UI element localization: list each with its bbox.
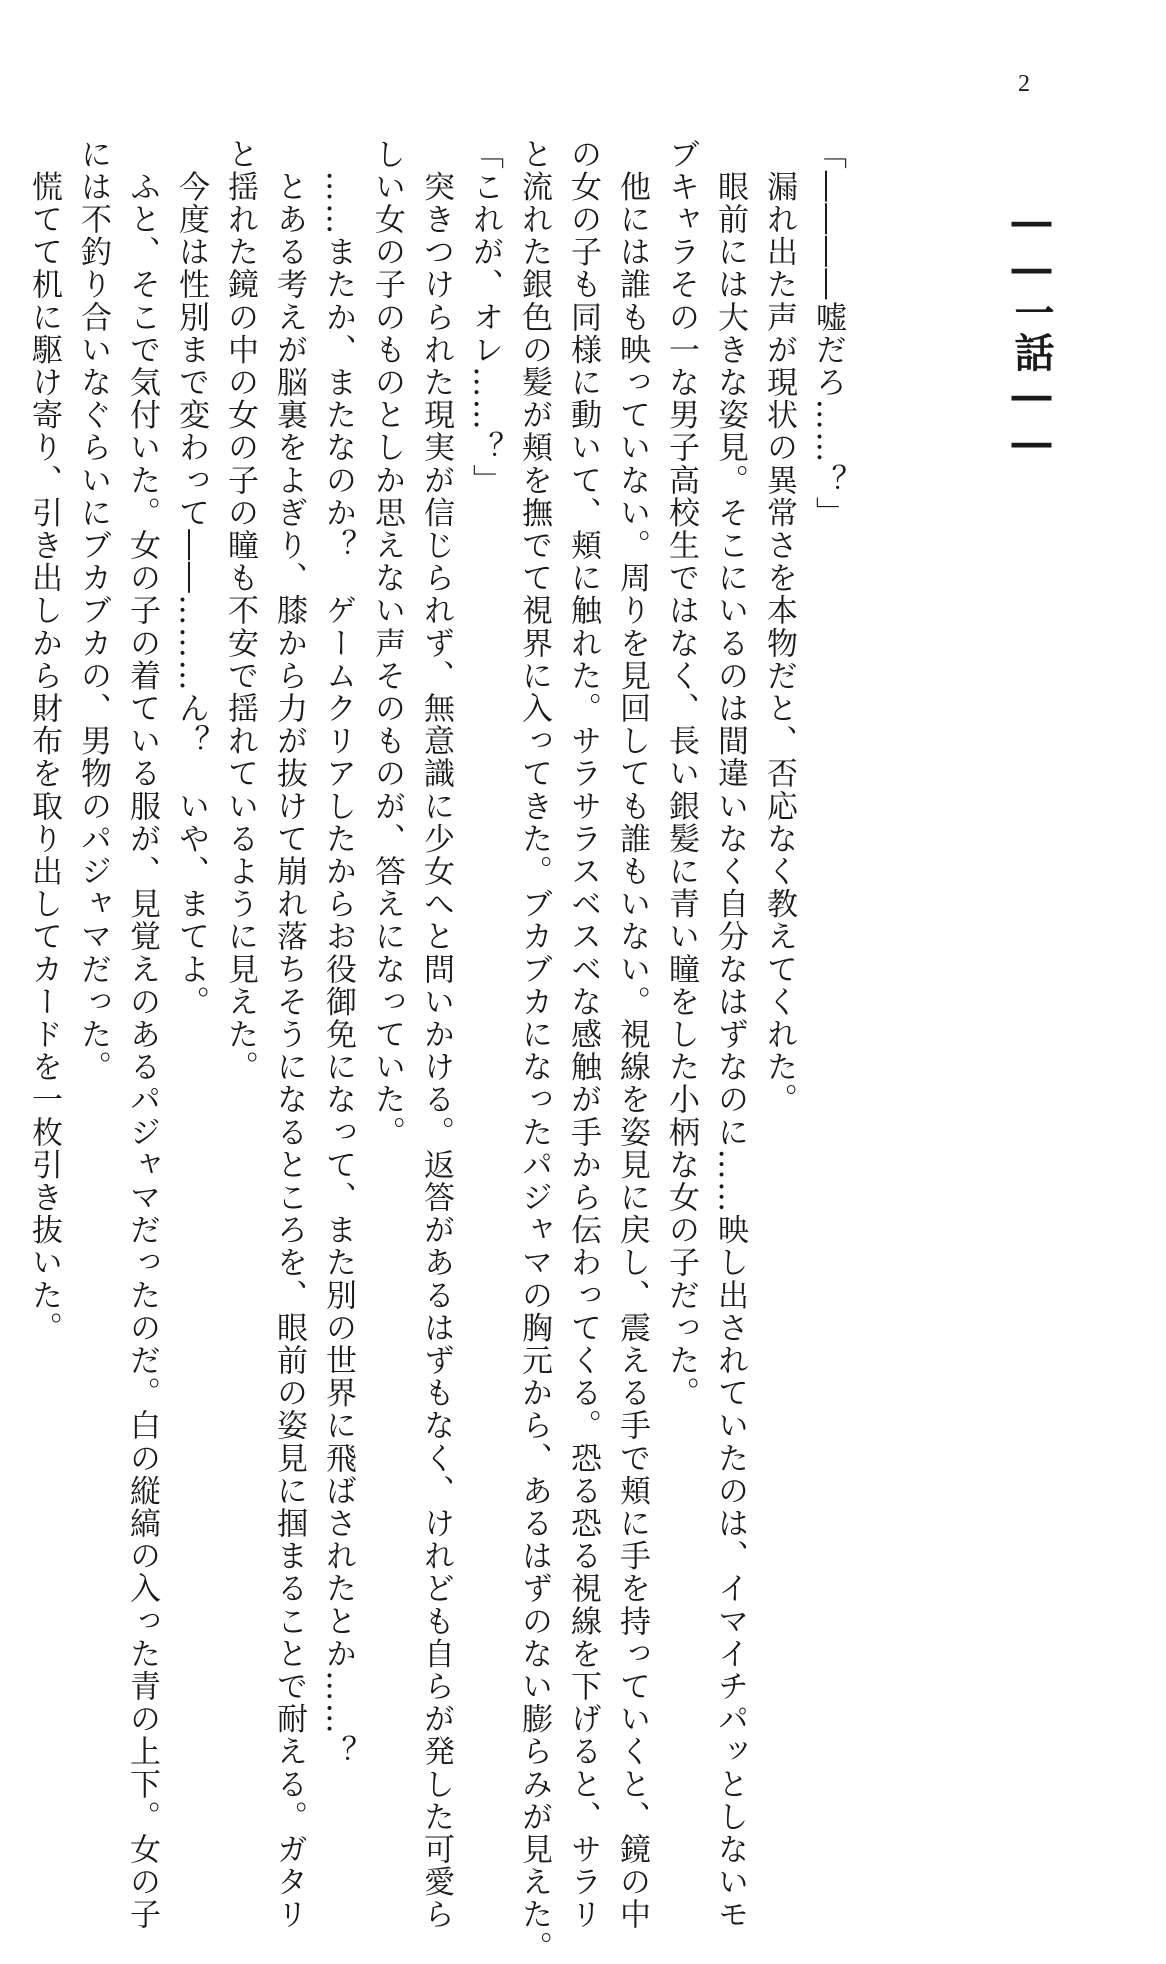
text-line: 「――――嘘だろ……？」 [810, 138, 846, 530]
text-line: 慌てて机に駆け寄り、引き出しから財布を取り出してカードを一枚引き抜いた。 [26, 138, 62, 1345]
body-text [26, 138, 852, 1964]
text-line: 突きつけられた現実が信じられず、無意識に少女へと問いかける。返答があるはずもなく、けれども自らが発した可愛ら [418, 138, 454, 1931]
text-line: の女の子も同様に動いて、頬に触れた。サラサラスベスベな感触が手から伝わってくる。恐る恐る視線を下げると、サラリ [565, 138, 601, 1931]
page-number: 2 [1018, 71, 1030, 97]
text-line: しい女の子のものとしか思えない声そのものが、答えになっていた。 [369, 138, 405, 1149]
text-line: と揺れた鏡の中の女の子の瞳も不安で揺れているように見えた。 [222, 138, 258, 1084]
text-line: ……またか、またなのか？ ゲームクリアしたからお役御免になって、また別の世界に飛ばされたとか……？ [320, 138, 356, 1768]
text-line: 眼前には大きな姿見。そこにいるのは間違いなく自分なはずなのに……映し出されていたのは、イマイチパッとしないモ [712, 138, 748, 1931]
text-line: 今度は性別まで変わって――………ん？ いや、まてよ。 [173, 138, 209, 1019]
text-line: とある考えが脳裏をよぎり、膝から力が抜けて崩れ落ちそうになるところを、眼前の姿見に掴まることで耐える。ガタリ [271, 138, 307, 1931]
text-line: ブキャラその一な男子高校生ではなく、長い銀髪に青い瞳をした小柄な女の子だった。 [663, 138, 699, 1410]
text-line: 漏れ出た声が現状の異常さを本物だと、否応なく教えてくれた。 [761, 138, 797, 1116]
text-line: と流れた銀色の髪が頬を撫でて視界に入ってきた。ブカブカになったパジャマの胸元から、あるはずのない膨らみが見えた。 [516, 138, 552, 1964]
text-line: 「これが、オレ……？」 [467, 138, 503, 497]
text-line: ふと、そこで気付いた。女の子の着ている服が、見覚えのあるパジャマだったのだ。白の縦縞の入った青の上下。女の子 [124, 138, 160, 1931]
text-line: には不釣り合いなぐらいにブカブカの、男物のパジャマだった。 [75, 138, 111, 1084]
chapter-heading: ――一話―― [1008, 198, 1055, 466]
text-line: 他には誰も映っていない。周りを見回しても誰もいない。視線を姿見に戻し、震える手で頬に手を持っていくと、鏡の中 [614, 138, 650, 1931]
